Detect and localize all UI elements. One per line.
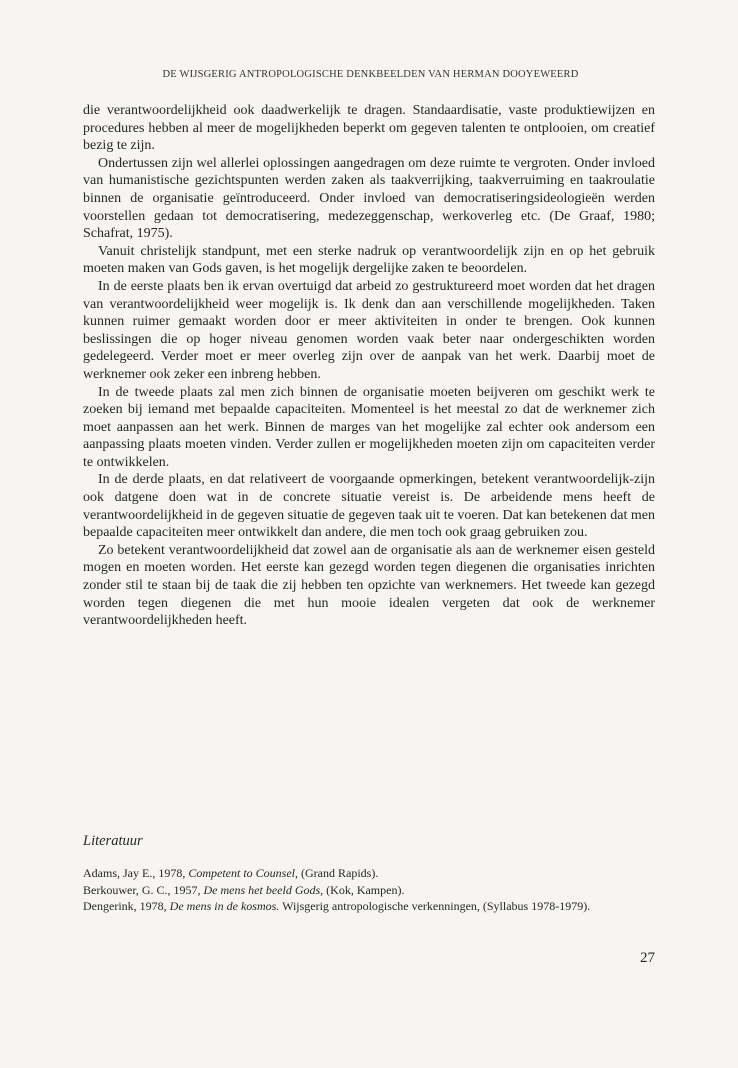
reference-item: Dengerink, 1978, De mens in de kosmos. Wijsgerig antropologische verkenningen, (Syllabus 1978-1979).	[83, 899, 591, 913]
paragraph: die verantwoordelijkheid ook daadwerkelijk te dragen. Standaardisatie, vaste produktiewijzen en procedures hebben al meer de mogelijkheden beperkt om gegeven talenten te ontplooien, om creatief bezig te zijn.	[83, 103, 655, 154]
paragraph: In de eerste plaats ben ik ervan overtuigd dat arbeid zo gestruktureerd moet worden dat het dragen van verantwoordelijkheid weer mogelijk is. Ik denk dan aan verschillende mogelijkheden. Taken kunnen ruimer gemaakt worden door er meer aktiviteiten in onder te brengen. Ook kunnen beslissingen die op hoger niveau genomen worden vaak beter naar ondergeschikten worden gedelegeerd. Verder moet er meer overleg zijn over de aanpak van het werk. Daarbij moet de werknemer ook zeker een inbreng hebben.	[83, 278, 655, 382]
paragraph: Zo betekent verantwoordelijkheid dat zowel aan de organisatie als aan de werknemer eisen gesteld mogen en moeten worden. Het eerste kan gezegd worden tegen diegenen die organisaties inrichten zonder stil te staan bij de taak die zij hebben ten opzichte van werknemers. Het tweede kan gezegd worden tegen diegenen die met hun mooie idealen vergeten dat ook de werknemer verantwoordelijkheden heeft.	[83, 542, 655, 629]
running-head: DE WIJSGERIG ANTROPOLOGISCHE DENKBEELDEN VAN HERMAN DOOYEWEERD	[162, 69, 579, 80]
paragraph: In de tweede plaats zal men zich binnen de organisatie moeten beijveren om geschikt werk te zoeken bij iemand met bepaalde capaciteiten. Momenteel is het meestal zo dat de werknemer zich moet aanpassen aan het werk. Binnen de marges van het mogelijke zal echter ook andersom een aanpassing plaats moeten vinden. Verder zullen er mogelijkheden moeten zijn om capaciteiten verder te ontwikkelen.	[83, 384, 655, 470]
reference-item: Adams, Jay E., 1978, Competent to Counsel, (Grand Rapids).	[83, 866, 379, 880]
paragraph: Vanuit christelijk standpunt, met een sterke nadruk op verantwoordelijk zijn en op het gebruik moeten maken van Gods gaven, is het mogelijk dergelijke zaken te beoordelen.	[83, 243, 655, 277]
paragraph: Ondertussen zijn wel allerlei oplossingen aangedragen om deze ruimte te vergroten. Onder invloed van humanistische gezichtspunten werden zaken als taakverrijking, taakverruiming en taakroulatie binnen de organisatie geïntroduceerd. Onder invloed van democratiseringsideologieën werden voorstellen gedaan tot democratisering, medezeggenschap, werkoverleg etc. (De Graaf, 1980; Schafrat, 1975).	[83, 155, 655, 242]
paragraph: In de derde plaats, en dat relativeert de voorgaande opmerkingen, betekent verantwoordelijk-zijn ook datgene doen wat in de concrete situatie vereist is. De arbeidende mens heeft de verantwoordelijkheid in de gegeven situatie de gegeven taak uit te voeren. Dat kan betekenen dat men bepaalde capaciteiten meer ontwikkelt dan andere, die men toch ook graag gebruiken zou.	[83, 472, 655, 541]
reference-list	[83, 866, 655, 916]
literature-heading: Literatuur	[83, 833, 143, 849]
page-number: 27	[640, 950, 655, 966]
body-text	[83, 102, 655, 630]
reference-item: Berkouwer, G. C., 1957, De mens het beeld Gods, (Kok, Kampen).	[83, 882, 405, 897]
